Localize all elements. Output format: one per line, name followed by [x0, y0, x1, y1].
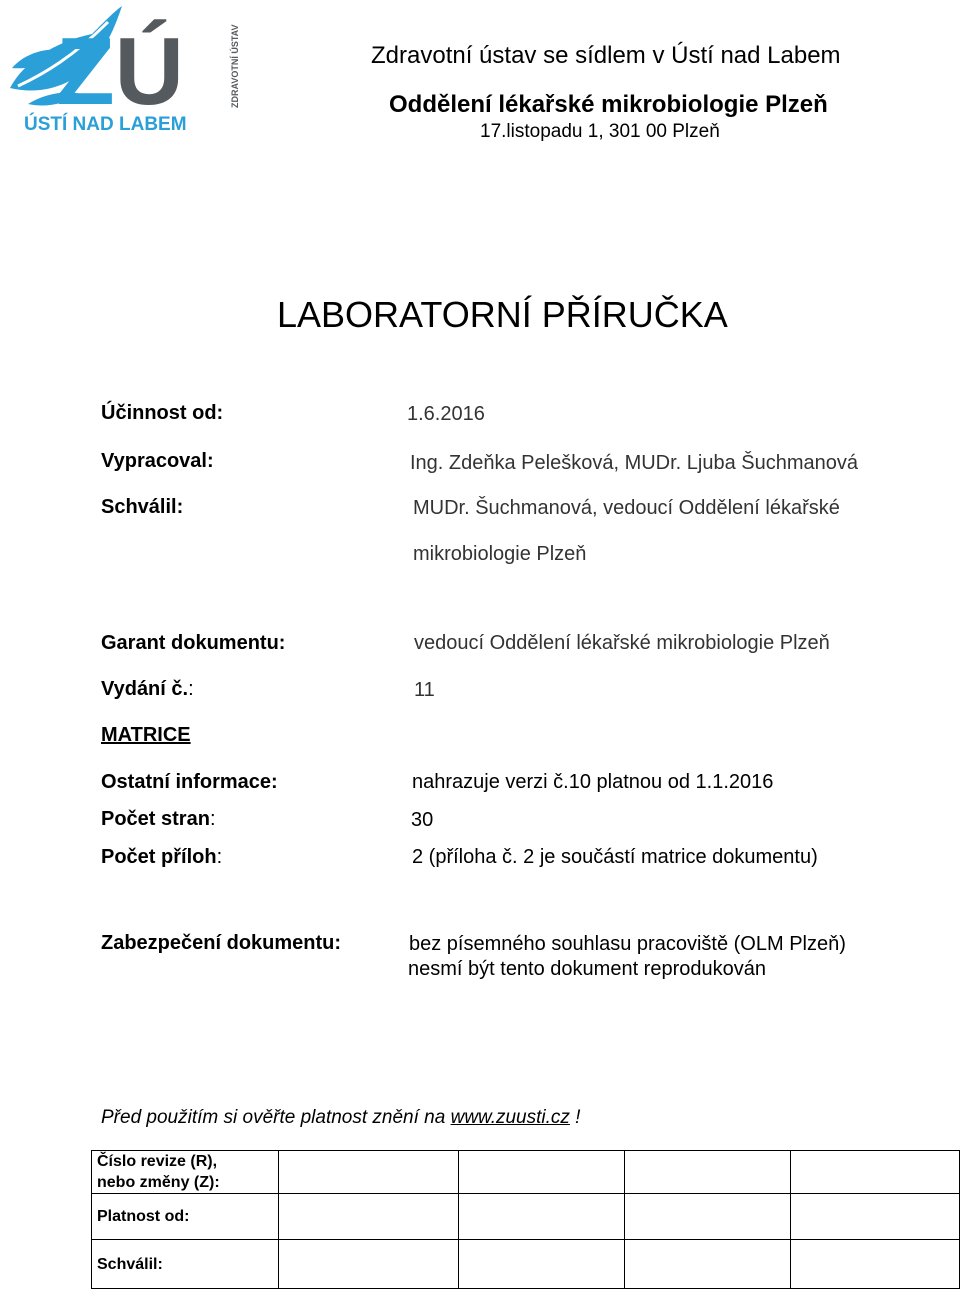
guarantor-value: vedoucí Oddělení lékařské mikrobiologie Plzeň — [414, 632, 830, 654]
table-cell — [625, 1194, 791, 1240]
table-cell — [279, 1151, 459, 1194]
institution-name: Zdravotní ústav se sídlem v Ústí nad Labem — [371, 42, 841, 69]
revision-label-line2: nebo změny (Z): — [97, 1174, 220, 1191]
prepared-label: Vypracoval: — [101, 450, 214, 472]
website-link[interactable]: www.zuusti.cz — [450, 1107, 570, 1128]
approved-value-line2: mikrobiologie Plzeň — [413, 543, 587, 565]
table-row — [92, 1194, 960, 1240]
table-cell — [791, 1151, 960, 1194]
revision-table — [91, 1150, 960, 1289]
document-title: LABORATORNÍ PŘÍRUČKA — [277, 294, 728, 335]
attachments-label — [101, 846, 222, 869]
approved-by-label: Schválil: — [92, 1240, 279, 1289]
other-info-value: nahrazuje verzi č.10 platnou od 1.1.2016 — [412, 771, 774, 793]
issue-label-colon: : — [188, 678, 194, 700]
table-row — [92, 1240, 960, 1289]
table-cell — [279, 1194, 459, 1240]
pages-label-bold: Počet stran — [101, 808, 210, 830]
prepared-value: Ing. Zdeňka Pelešková, MUDr. Ljuba Šuchmanová — [410, 452, 859, 474]
issue-label — [101, 678, 194, 701]
table-cell — [459, 1151, 625, 1194]
approved-value-line1: MUDr. Šuchmanová, vedoucí Oddělení lékařské — [413, 497, 840, 519]
matrice-heading: MATRICE — [101, 724, 191, 746]
attachments-label-bold: Počet příloh — [101, 846, 217, 868]
logo-subtitle: ÚSTÍ NAD LABEM — [24, 114, 187, 135]
table-cell — [791, 1240, 960, 1289]
logo-letters: ZÚ — [56, 18, 184, 125]
security-value-line2: nesmí být tento dokument reprodukován — [408, 958, 766, 980]
table-cell — [279, 1240, 459, 1289]
notice-text: Před použitím si ověřte platnost znění na — [101, 1107, 451, 1128]
validity-notice — [101, 1107, 580, 1129]
table-cell — [625, 1240, 791, 1289]
table-row — [92, 1151, 960, 1194]
approved-label: Schválil: — [101, 496, 184, 518]
effective-label: Účinnost od: — [101, 402, 224, 424]
guarantor-label: Garant dokumentu: — [101, 632, 286, 654]
table-cell — [791, 1194, 960, 1240]
security-value-line1: bez písemného souhlasu pracoviště (OLM Plzeň) — [409, 933, 846, 955]
other-info-label: Ostatní informace: — [101, 771, 278, 793]
pages-label-colon: : — [209, 808, 216, 830]
effective-value: 1.6.2016 — [407, 403, 485, 425]
issue-value: 11 — [414, 679, 435, 701]
logo-vertical-text: ZDRAVOTNÍ ÚSTAV — [230, 24, 240, 108]
attachments-value: 2 (příloha č. 2 je součástí matrice dokumentu) — [412, 846, 818, 868]
revision-label-line1: Číslo revize (R), — [97, 1153, 218, 1170]
security-label: Zabezpečení dokumentu: — [101, 932, 342, 954]
valid-from-label: Platnost od: — [92, 1194, 279, 1240]
pages-label — [101, 808, 216, 831]
revision-number-label — [92, 1151, 279, 1194]
pages-value: 30 — [411, 809, 434, 831]
department-name: Oddělení lékařské mikrobiologie Plzeň — [389, 91, 828, 118]
issue-label-bold: Vydání č. — [101, 678, 189, 700]
table-cell — [459, 1240, 625, 1289]
table-cell — [625, 1151, 791, 1194]
address: 17.listopadu 1, 301 00 Plzeň — [480, 121, 720, 142]
zu-logo — [4, 4, 240, 136]
table-cell — [459, 1194, 625, 1240]
attachments-label-colon: : — [216, 846, 223, 868]
notice-end: ! — [569, 1107, 581, 1128]
